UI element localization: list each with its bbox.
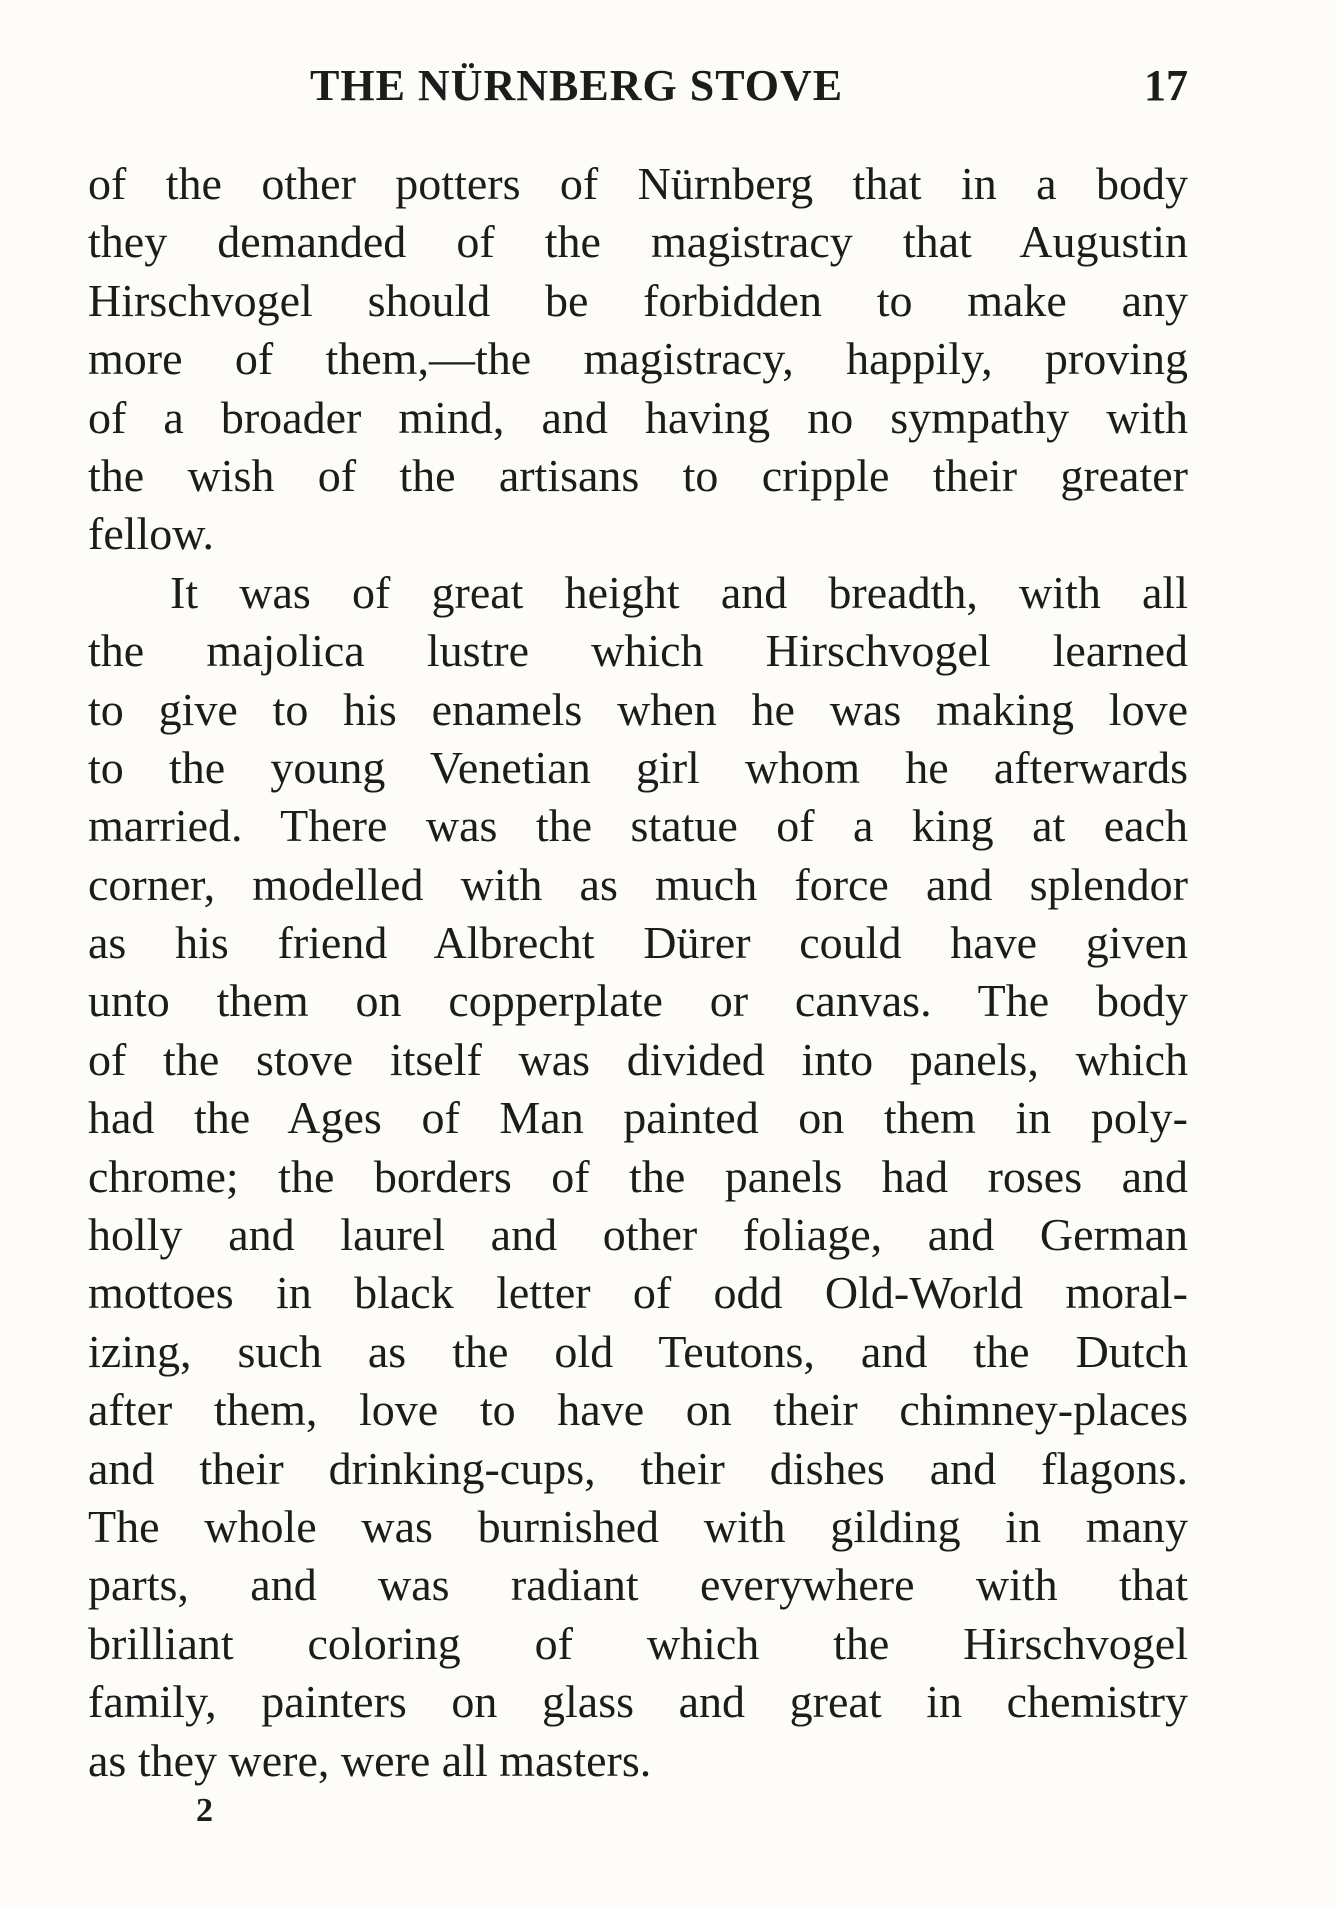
text-line: had the Ages of Man painted on them in poly- — [88, 1092, 1188, 1144]
text-line: they demanded of the magistracy that Augustin — [88, 216, 1188, 268]
text-line: fellow. — [88, 508, 215, 560]
text-line: It was of great height and breadth, with all — [170, 566, 1188, 618]
text-line: the majolica lustre which Hirschvogel learned — [88, 625, 1188, 677]
text-line: married. There was the statue of a king at each — [88, 800, 1188, 852]
text-line: unto them on copperplate or canvas. The body — [88, 975, 1188, 1027]
text-line: family, painters on glass and great in chemistry — [88, 1676, 1188, 1728]
text-line: as they were, were all masters. — [88, 1734, 652, 1786]
text-line: of the stove itself was divided into panels, which — [88, 1033, 1188, 1085]
text-line: corner, modelled with as much force and splendor — [88, 858, 1188, 910]
text-line: Hirschvogel should be forbidden to make any — [88, 274, 1188, 326]
text-line: after them, love to have on their chimney-places — [88, 1384, 1188, 1436]
page-number: 17 — [1144, 61, 1188, 110]
paragraph-1 — [88, 155, 1188, 564]
text-line: parts, and was radiant everywhere with that — [88, 1559, 1188, 1611]
text-line: the wish of the artisans to cripple their greater — [88, 449, 1188, 501]
text-line: and their drinking-cups, their dishes and flagons. — [88, 1442, 1188, 1494]
text-line: of a broader mind, and having no sympathy with — [88, 391, 1188, 443]
text-line: brilliant coloring of which the Hirschvogel — [88, 1617, 1188, 1669]
text-line: as his friend Albrecht Dürer could have given — [88, 917, 1188, 969]
text-line: of the other potters of Nürnberg that in a body — [88, 158, 1188, 209]
text-line: mottoes in black letter of odd Old-World moral- — [88, 1267, 1188, 1319]
signature-mark: 2 — [196, 1792, 213, 1829]
body-text — [88, 155, 1188, 1790]
paragraph-2 — [88, 564, 1188, 1790]
text-line: chrome; the borders of the panels had roses and — [88, 1150, 1188, 1202]
text-line: izing, such as the old Teutons, and the Dutch — [88, 1325, 1188, 1377]
running-title: THE NÜRNBERG STOVE — [310, 61, 844, 110]
text-line: to give to his enamels when he was making love — [88, 683, 1188, 735]
text-line: The whole was burnished with gilding in many — [88, 1500, 1188, 1552]
text-line: to the young Venetian girl whom he afterwards — [88, 741, 1188, 793]
text-line: more of them,—the magistracy, happily, proving — [88, 333, 1188, 385]
page-header — [88, 60, 1188, 130]
text-line: holly and laurel and other foliage, and German — [88, 1209, 1188, 1261]
